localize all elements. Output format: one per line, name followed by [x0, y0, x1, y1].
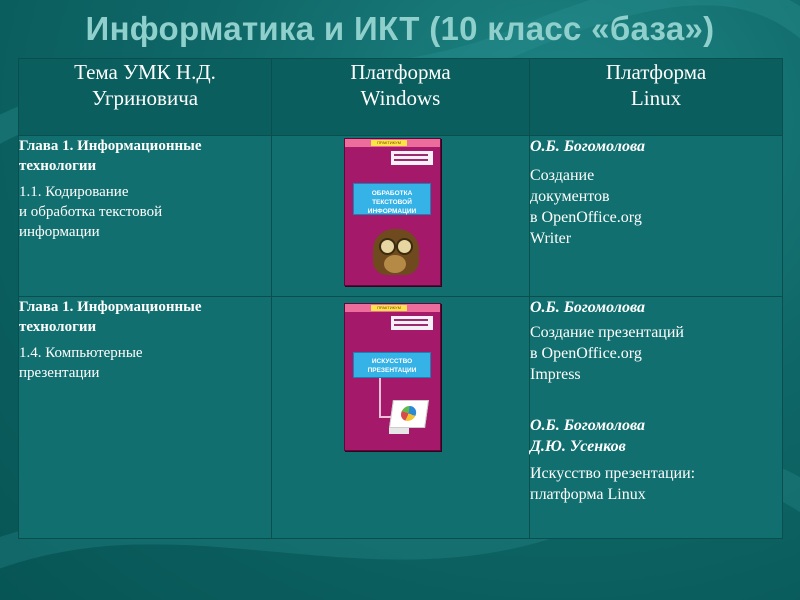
linux-text-line1: Искусство презентации: [530, 465, 696, 482]
linux-text-line4: Writer [530, 230, 572, 247]
series-tag: ПРАКТИКУМ [371, 140, 407, 146]
windows-book-cell [272, 136, 530, 297]
chapter-title [19, 136, 271, 176]
section-line1: 1.4. Компьютерные [19, 345, 143, 361]
topic-cell [19, 136, 272, 297]
series-tag: ПРАКТИКУМ [371, 305, 407, 311]
section-line2: презентации [19, 365, 100, 381]
linux-text-line2: платформа Linux [530, 486, 646, 503]
book-title-label: ОБРАБОТКА ТЕКСТОВОЙ ИНФОРМАЦИИ [353, 183, 431, 215]
chapter-line2: технологии [19, 319, 97, 335]
section-title [19, 182, 271, 242]
linux-author: О.Б. Богомолова [530, 417, 645, 434]
author-line [394, 159, 428, 161]
linux-text-line2: документов [530, 188, 610, 205]
owl-eye [396, 238, 413, 255]
table-row [19, 136, 783, 297]
pie-chart-icon [400, 406, 417, 421]
author-line [394, 154, 428, 156]
author-line [394, 319, 428, 321]
linux-text-line3: в OpenOffice.org [530, 209, 642, 226]
header-windows-line1: Платформа [350, 60, 451, 84]
linux-text-line1: Создание [530, 167, 595, 184]
page-title: Информатика и ИКТ (10 класс «база») [85, 10, 715, 47]
owl-illustration [373, 229, 419, 275]
section-line1: 1.1. Кодирование [19, 184, 129, 200]
linux-author: О.Б. Богомолова [530, 299, 645, 316]
linux-text-line1: Создание презентаций [530, 324, 684, 341]
windows-book-cell [272, 297, 530, 539]
linux-cell [530, 136, 783, 297]
owl-belly [384, 255, 406, 273]
linux-text-line3: Impress [530, 366, 581, 383]
chapter-line2: технологии [19, 158, 97, 174]
table-row [19, 297, 783, 539]
curriculum-table [18, 58, 783, 539]
linux-cell [530, 297, 783, 539]
table-header-row [19, 59, 783, 136]
section-line2: и обработка текстовой [19, 204, 163, 220]
chapter-title [19, 297, 271, 337]
section-line3: информации [19, 224, 100, 240]
header-windows-line2: Windows [360, 86, 441, 110]
screen-illustration [389, 400, 429, 428]
section-title [19, 343, 271, 383]
cover-authors-box [391, 316, 433, 330]
header-linux-line1: Платформа [605, 60, 707, 84]
linux-author: Д.Ю. Усенков [530, 438, 626, 455]
header-topic-line2: Угриновича [91, 86, 199, 110]
author-line [394, 324, 428, 326]
owl-eye [379, 238, 396, 255]
publisher-logo [389, 428, 409, 434]
linux-author: О.Б. Богомолова [530, 138, 645, 155]
book-title-label: ИСКУССТВО ПРЕЗЕНТАЦИИ [353, 352, 431, 378]
linux-text-line2: в OpenOffice.org [530, 345, 642, 362]
header-topic [19, 59, 272, 136]
chapter-line1: Глава 1. Информационные [19, 138, 202, 154]
chapter-line1: Глава 1. Информационные [19, 299, 202, 315]
book-cover-presentations [344, 303, 441, 451]
header-linux-line2: Linux [630, 86, 682, 110]
book-cover-text-processing [344, 138, 441, 286]
topic-cell [19, 297, 272, 539]
header-topic-line1: Тема УМК Н.Д. [74, 60, 216, 84]
cover-authors-box [391, 151, 433, 165]
header-windows [272, 59, 530, 136]
cover-decor-line [379, 378, 381, 418]
header-linux [530, 59, 783, 136]
